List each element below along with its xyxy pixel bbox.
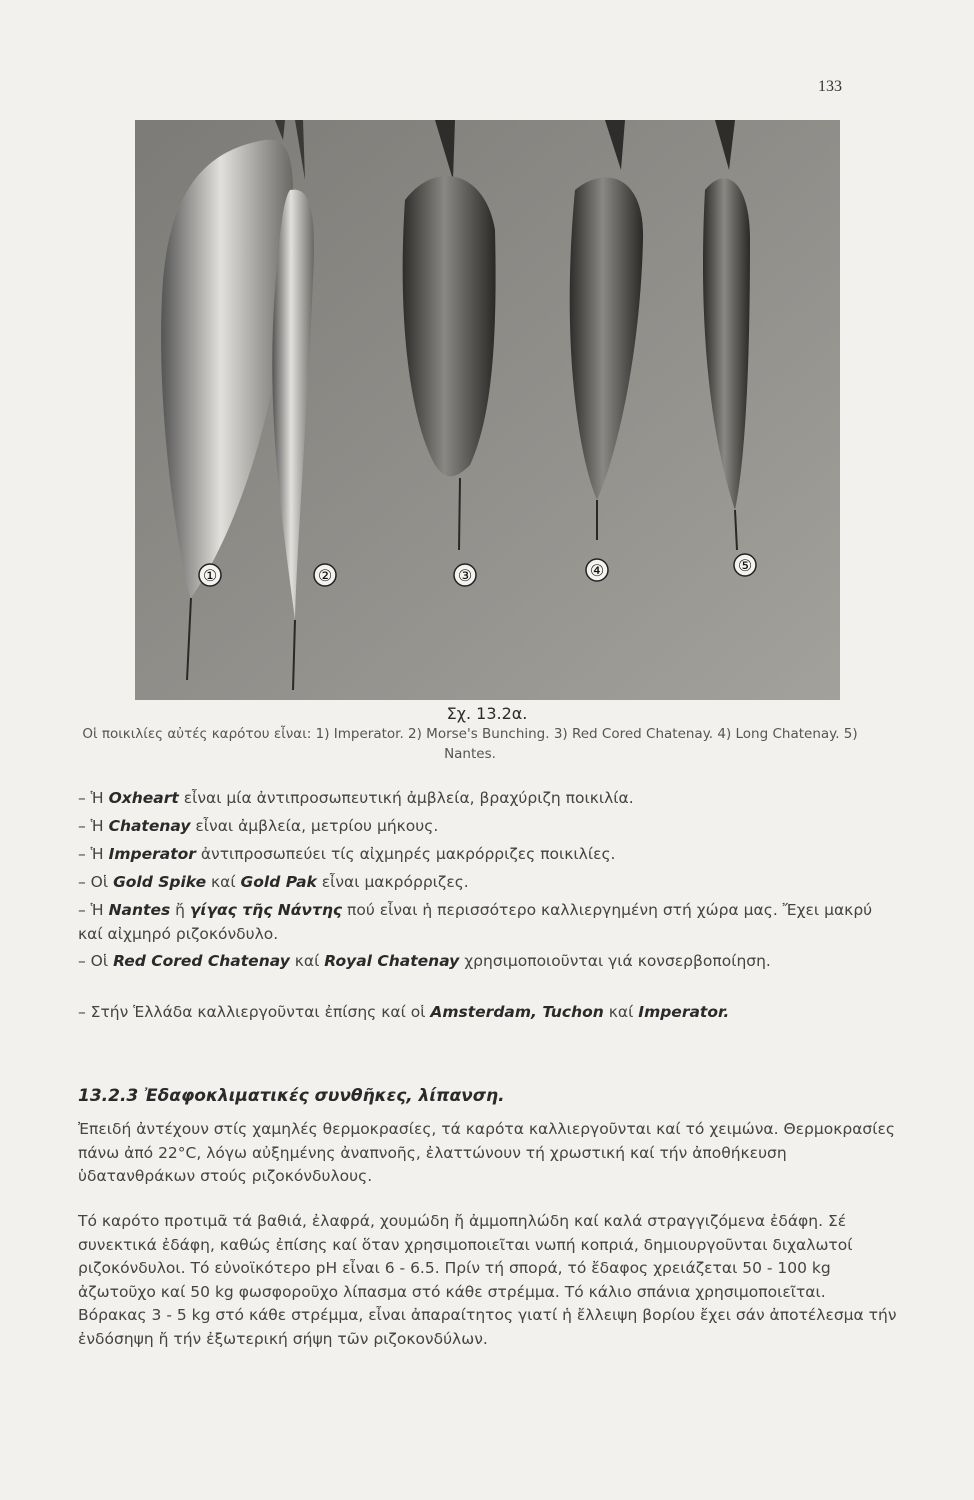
list-item-nantes: – Ἡ Nantes ἤ γίγας τῆς Νάντης πού εἶναι ἡ περισσότερο καλλιεργημένη στή χώρα μας. Ἔχει μακρύ καί αἰχμηρό ριζοκόνδυλο.	[78, 901, 873, 943]
list-item-red-cored: – Οἱ Red Cored Chatenay καί Royal Chatenay χρησιμοποιοῦνται γιά κονσερβοποίηση.	[78, 952, 771, 970]
body-paragraph-2: Τό καρότο προτιμᾶ τά βαθιά, ἐλαφρά, χουμώδη ἤ ἀμμοπηλώδη καί καλά στραγγιζόμενα ἐδάφη. Σέ συνεκτικά ἐδάφη, καθώς ἐπίσης καί ὅταν χρησιμοποιεῖται νωπή κοπριά, δημιουργοῦνται διχαλωτοί ριζοκόνδυλοι. Τό εὐνοϊκότερο pH εἶναι 6 - 6.5. Πρίν τή σπορά, τό ἔδαφος χρειάζεται 50 - 100 kg ἀζωτοῦχο καί 50 kg φωσφοροῦχο λίπασμα στό κάθε στρέμμα. Τό κάλιο σπάνια χρησιμοποιεῖται. Βόρακας 3 - 5 kg στό κάθε στρέμμα, εἶναι ἀπαραίτητος γιατί ἡ ἔλλειψη βορίου ἔχει σάν ἀποτέλεσμα τήν ἐνδόσηψη ἤ τήν ἐξωτερική σήψη τῶν ριζοκονδύλων.	[78, 1212, 897, 1348]
body-paragraph-1: Ἐπειδή ἀντέχουν στίς χαμηλές θερμοκρασίες, τά καρότα καλλιεργοῦνται καί τό χειμώνα. Θερμοκρασίες πάνω ἀπό 22°C, λόγω αὐξημένης ἀναπνοῆς, ἐλαττώνουν τή χρωστική καί τήν ἀποθήκευση ὑδατανθράκων στούς ριζοκόνδυλους.	[78, 1120, 895, 1185]
list-item-chatenay: – Ἡ Chatenay εἶναι ἀμβλεία, μετρίου μήκους.	[78, 817, 439, 835]
marker-2: ②	[317, 566, 333, 585]
marker-3: ③	[457, 566, 473, 585]
page-number: 133	[818, 78, 842, 95]
list-item-gold: – Οἱ Gold Spike καί Gold Pak εἶναι μακρόρριζες.	[78, 873, 469, 891]
list-item-greece: – Στήν Ἑλλάδα καλλιεργοῦνται ἐπίσης καί οἱ Amsterdam, Tuchon καί Imperator.	[78, 1003, 730, 1021]
marker-5: ⑤	[737, 556, 753, 575]
figure-caption-title: Σχ. 13.2α.	[446, 704, 528, 723]
list-item-imperator: – Ἡ Imperator ἀντιπροσωπεύει τίς αἰχμηρές μακρόρριζες ποικιλίες.	[78, 845, 616, 863]
list-item-oxheart: – Ἡ Oxheart εἶναι μία ἀντιπροσωπευτική ἀμβλεία, βραχύριζη ποικιλία.	[78, 789, 634, 807]
marker-4: ④	[589, 561, 605, 580]
carrot-varieties-photo	[135, 120, 840, 700]
section-heading: 13.2.3 Ἐδαφοκλιματικές συνθῆκες, λίπανση.	[78, 1086, 505, 1106]
figure-caption-text: Οἱ ποικιλίες αὐτές καρότου εἶναι: 1) Imperator. 2) Morse's Bunching. 3) Red Cored Chatenay. 4) Long Chatenay. 5) Nantes.	[82, 726, 858, 762]
marker-1: ①	[202, 566, 218, 585]
